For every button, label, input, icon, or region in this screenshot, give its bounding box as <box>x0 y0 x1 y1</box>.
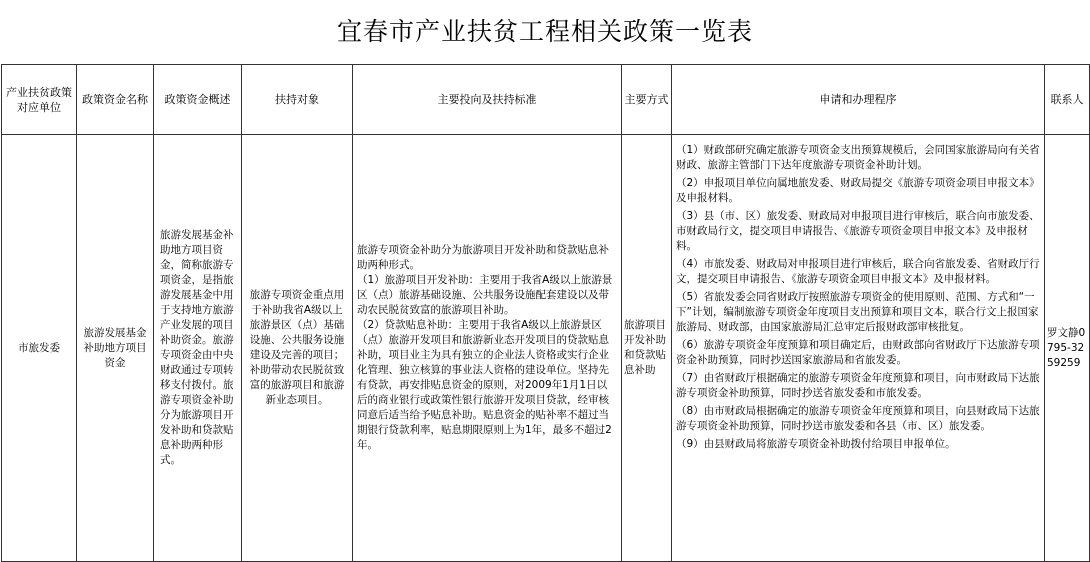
cell-target: 旅游专项资金重点用于补助我省A级以上旅游景区（点）基础设施、公共服务设施建设及完善的项目；补助带动农民脱贫致富的旅游项目和旅游新业态项目。 <box>242 135 353 562</box>
header-procedure: 申请和办理程序 <box>672 65 1045 135</box>
procedure-step-2: （2）申报项目单位向属地旅发委、财政局提交《旅游专项资金项目申报文本》及申报材料。 <box>676 177 1040 204</box>
cell-fund-name: 旅游发展基金补助地方项目资金 <box>77 135 154 562</box>
cell-procedure <box>672 135 1045 562</box>
procedure-step-9: （9）由县财政局将旅游专项资金补助拨付给项目申报单位。 <box>676 438 956 450</box>
procedure-step-8: （8）由市财政局根据确定的旅游专项资金年度预算和项目，向县财政局下达旅游专项资金补助预算，同时抄送市旅发委和各县（市、区）旅发委。 <box>676 405 1040 432</box>
table-header-row <box>2 65 1090 135</box>
header-dept: 产业扶贫政策对应单位 <box>2 65 77 135</box>
policy-table <box>1 64 1090 562</box>
header-method: 主要方式 <box>622 65 672 135</box>
header-overview: 政策资金概述 <box>154 65 242 135</box>
header-standard: 主要投向及扶持标准 <box>353 65 622 135</box>
cell-overview: 旅游发展基金补助地方项目资金，简称旅游专项资金，是指旅游发展基金中用于支持地方旅游产业发展的项目补助资金。旅游专项资金由中央财政通过专项转移支付拨付。旅游专项资金补助分为旅游项目开发补助和贷款贴息补助两种形式。 <box>154 135 242 562</box>
standard-item-2: （2）贷款贴息补助：主要用于我省A级以上旅游景区（点）旅游开发项目和旅游新业态开发项目的贷款贴息补助，项目业主为具有独立的企业法人资格或实行企业化管理、独立核算的事业法人资格的建设单位。坚持先有贷款，再安排贴息资金的原则，对2009年1月1日以后的商业银行或政策性银行旅游开发项目贷款，经审核同意后适当给予贴息补助。贴息资金的贴补率不超过当期银行贷款利率，贴息期限原则上为1年，最多不超过2年。 <box>357 319 612 451</box>
header-fund-name: 政策资金名称 <box>77 65 154 135</box>
cell-standard <box>353 135 622 562</box>
procedure-step-3: （3）县（市、区）旅发委、财政局对申报项目进行审核后，联合向市旅发委、市财政局行文，提交项目申请报告、《旅游专项资金项目申报文本》及申报材料。 <box>676 210 1040 252</box>
procedure-step-6: （6）旅游专项资金年度预算和项目确定后，由财政部向省财政厅下达旅游专项资金补助预算，同时抄送国家旅游局和省旅发委。 <box>676 339 1040 366</box>
cell-method: 旅游项目开发补助和贷款贴息补助 <box>622 135 672 562</box>
procedure-step-1: （1）财政部研究确定旅游专项资金支出预算规模后，会同国家旅游局向有关省财政、旅游主管部门下达年度旅游专项资金补助计划。 <box>676 144 1040 171</box>
header-target: 扶持对象 <box>242 65 353 135</box>
cell-contact: 罗文静0795-3259259 <box>1045 135 1090 562</box>
procedure-step-5: （5）省旅发委会同省财政厅按照旅游专项资金的使用原则、范围、方式和“一下”计划，编制旅游专项资金年度项目支出预算和项目文本，联合行文上报国家旅游局、财政部，由国家旅游局汇总审定后报财政部审核批复。 <box>676 291 1039 333</box>
cell-dept: 市旅发委 <box>2 135 77 562</box>
header-contact: 联系人 <box>1045 65 1090 135</box>
procedure-step-4: （4）市旅发委、财政局对申报项目进行审核后，联合向省旅发委、省财政厅行文，提交项目申请报告、《旅游专项资金项目申报文本》及申报材料。 <box>676 258 1040 285</box>
procedure-step-7: （7）由省财政厅根据确定的旅游专项资金年度预算和项目，向市财政局下达旅游专项资金补助预算，同时抄送省旅发委和市旅发委。 <box>676 372 1040 399</box>
standard-intro: 旅游专项资金补助分为旅游项目开发补助和贷款贴息补助两种形式。 <box>357 244 609 271</box>
table-row <box>2 135 1090 562</box>
standard-item-1: （1）旅游项目开发补助：主要用于我省A级以上旅游景区（点）旅游基础设施、公共服务设施配套建设以及带动农民脱贫致富的旅游项目补助。 <box>357 274 613 316</box>
page-title: 宜春市产业扶贫工程相关政策一览表 <box>336 17 753 46</box>
